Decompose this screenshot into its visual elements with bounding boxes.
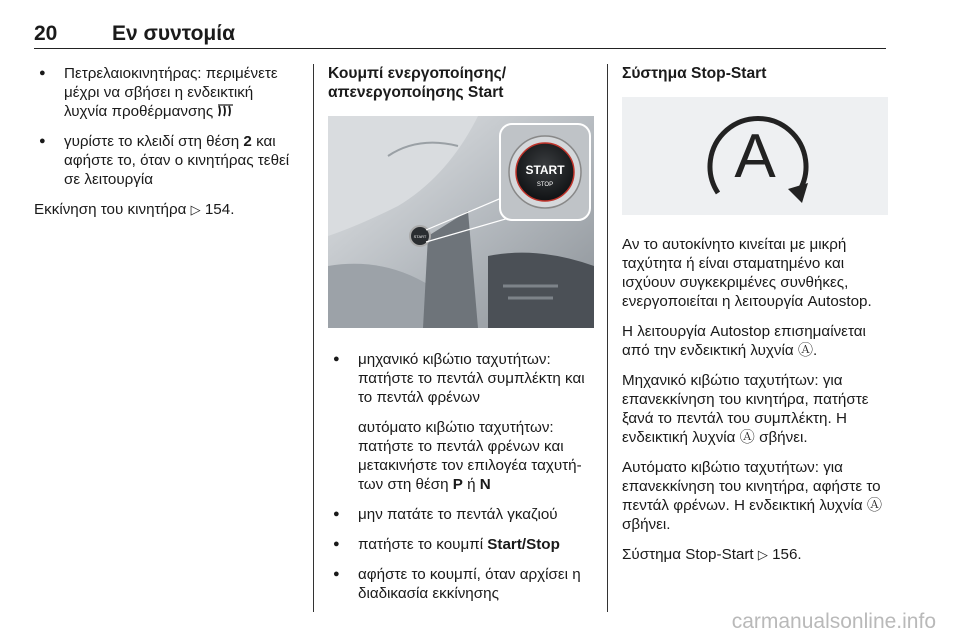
reference-arrow-icon: ▷ [190, 203, 201, 218]
running-title: Εν συντομία [112, 22, 235, 45]
section-heading: Σύστημα Stop-Start [622, 65, 767, 82]
list-item: ● μην πατάτε το πεντάλ γκαζιού [328, 505, 594, 524]
list-subitem: αυτόματο κιβώτιο ταχυτήτων: πατήστε το πεντάλ φρένων και μετακινήστε τον επιλογέα ταχυτή- των στη θέση P ή N [358, 419, 582, 493]
start-button-photo [328, 116, 594, 328]
column-3 [622, 64, 888, 576]
page-number: 20 [34, 22, 58, 45]
page-link[interactable]: 154. [204, 201, 235, 218]
column-1 [34, 64, 300, 231]
paragraph: Η λειτουργία Autostop επισημαίνεται από την ενδεικτική λυχνία Ⓐ. [622, 323, 866, 359]
list-item: ● γυρίστε το κλειδί στη θέση 2 και αφήστε το, όταν ο κινητήρας τεθεί σε λειτουργία [34, 132, 300, 189]
list-item: ● πατήστε το κουμπί Start/Stop [328, 535, 594, 554]
symbol-letter: A [734, 122, 776, 191]
column-2 [328, 64, 594, 614]
section-heading: Κουμπί ενεργοποίησης/ απενεργοποίησης Start [328, 65, 507, 101]
list-item: ● Πετρελαιοκινητήρας: περιμένετε μέχρι να σβήσει η ενδεικτική λυχνία προθέρμανσης [34, 64, 300, 121]
cross-reference: Εκκίνηση του κινητήρα ▷ 154. [34, 201, 235, 218]
list-item: ● αφήστε το κουμπί, όταν αρχίσει η διαδικασία εκκίνησης [328, 565, 594, 603]
stop-label: STOP [536, 182, 554, 188]
autostop-icon [622, 97, 888, 215]
start-label: START [525, 163, 565, 177]
paragraph: Αυτόματο κιβώτιο ταχυτήτων: για επανεκκίνηση του κινητήρα, αφήστε το πεντάλ φρένων. Η ενδεικτική λυχνία Ⓐ σβήνει. [622, 459, 883, 533]
reference-arrow-icon: ▷ [757, 548, 768, 563]
cross-reference: Σύστημα Stop-Start ▷ 156. [622, 546, 802, 563]
list-item: ● μηχανικό κιβώτιο ταχυτήτων: πατήστε το πεντάλ συμπλέκτη και το πεντάλ φρένων [328, 350, 594, 407]
svg-text:START: START [413, 234, 427, 239]
watermark: carmanualsonline.info [731, 610, 936, 633]
glow-plug-icon [217, 104, 235, 118]
page-link[interactable]: 156. [772, 546, 802, 563]
page-header [34, 22, 886, 49]
autostop-symbol-figure [622, 97, 888, 215]
paragraph: Αν το αυτοκίνητο κινείται με μικρή ταχύτητα ή είναι σταματημένο και ισχύουν συγκεκριμένες συνθήκες, ενεργοποιείται η λειτουργία Autostop. [622, 236, 872, 310]
column-divider [313, 64, 314, 612]
column-divider [607, 64, 608, 612]
paragraph: Μηχανικό κιβώτιο ταχυτήτων: για επανεκκίνηση του κινητήρα, πατήστε ξανά το πεντάλ του συμπλέκτη. Η ενδεικτική λυχνία Ⓐ σβήνει. [622, 372, 869, 446]
